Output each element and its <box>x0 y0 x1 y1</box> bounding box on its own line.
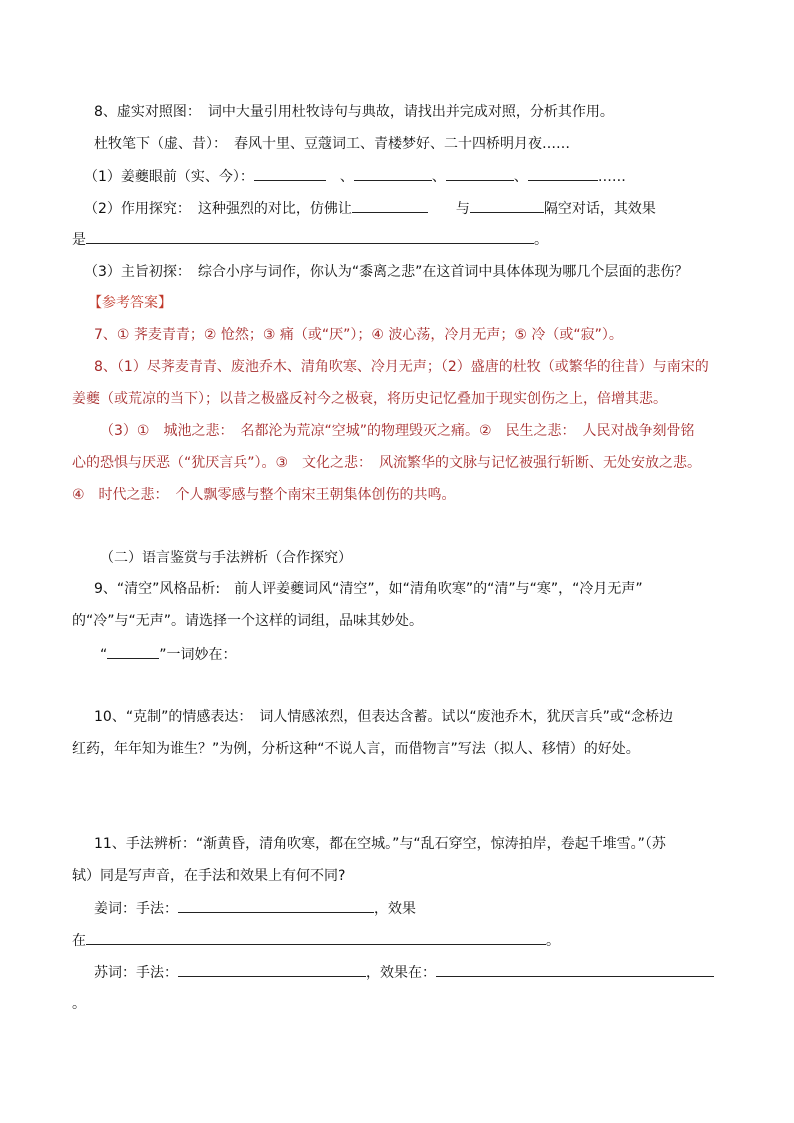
q8-title: 8、虚实对照图： 词中大量引用杜牧诗句与典故，请找出并完成对照，分析其作用。 <box>94 104 614 120</box>
su-label: 苏词：手法： <box>94 965 178 981</box>
answer-blank[interactable] <box>86 229 534 244</box>
answer-8-line3: （3）① 城池之悲： 名都沦为荒凉“空城”的物理毁灭之痛。② 民生之悲： 人民对战争刻骨铭 <box>100 423 695 439</box>
q8-part1-label: （1）姜夔眼前（实、今）： <box>84 169 254 185</box>
ellipsis: …… <box>597 169 626 185</box>
answer-blank[interactable] <box>178 962 366 977</box>
q9-line2: 的“冷”与“无声”。请选择一个这样的词组，品味其妙处。 <box>72 613 424 629</box>
quote-open: “ <box>100 647 108 663</box>
section2-title: （二）语言鉴赏与手法辨析（合作探究） <box>100 550 352 566</box>
q8-dumu-line: 杜牧笔下（虚、昔）： 春风十里、豆蔻词工、青楼梦好、二十四桥明月夜…… <box>94 136 570 152</box>
answer-blank[interactable] <box>436 962 714 977</box>
answer-blank[interactable] <box>254 166 326 181</box>
q8-part2-label: （2）作用探究： 这种强烈的对比，仿佛让 <box>84 201 352 217</box>
answer-8-line2: 姜夔（或荒凉的当下）；以昔之极盛反衬今之极衰，将历史记忆叠加于现实创伤之上，倍增其悲。 <box>72 391 667 407</box>
q8-part2-line2 <box>72 229 548 250</box>
separator: 、 <box>339 169 354 185</box>
answer-8-line1: 8、（1）尽荠麦青青、废池乔木、清角吹寒、冷月无声；（2）盛唐的杜牧（或繁华的往昔）与南宋的 <box>94 359 709 375</box>
connector: 与 <box>455 201 470 217</box>
jiang-label: 姜词：手法： <box>94 901 178 917</box>
separator: 、 <box>431 169 446 185</box>
answer-7: 7、① 荠麦青青；② 怆然；③ 痛（或“厌”）；④ 波心荡，冷月无声；⑤ 冷（或“寂”）。 <box>94 327 623 343</box>
answer-blank[interactable] <box>86 930 546 945</box>
q9-line1: 9、“清空”风格品析: 前人评姜夔词风“清空”，如“清角吹寒”的“清”与“寒”，“冷月无声” <box>94 581 643 597</box>
separator: 、 <box>513 169 528 185</box>
q11-su-end: 。 <box>72 996 86 1012</box>
answer-blank[interactable] <box>107 644 159 659</box>
answer-blank[interactable] <box>470 198 544 213</box>
q11-su <box>94 962 714 983</box>
q11-jiang-line2 <box>72 930 560 951</box>
q11-line1: 11、手法辨析：“渐黄昏，清角吹寒，都在空城。”与“乱石穿空，惊涛拍岸，卷起千堆雪。”（苏 <box>94 836 666 852</box>
q9-fill <box>100 644 237 665</box>
text: 。 <box>546 933 560 949</box>
answer-blank[interactable] <box>352 198 428 213</box>
su-effect-label: ，效果在： <box>366 965 436 981</box>
text: 。 <box>534 232 548 248</box>
q10-line2: 红药，年年知为谁生？”为例，分析这种“不说人言，而借物言”写法（拟人、移情）的好处。 <box>72 741 640 757</box>
q11-line2: 轼）同是写声音，在手法和效果上有何不同? <box>72 868 346 884</box>
q8-part3: （3）主旨初探： 综合小序与词作，你认为“黍离之悲”在这首词中具体体现为哪几个层面的悲伤？ <box>84 264 689 280</box>
answer-8-line5: ④ 时代之悲： 个人飘零感与整个南宋王朝集体创伤的共鸣。 <box>72 487 456 503</box>
q10-line1: 10、“克制”的情感表达： 词人情感浓烈，但表达含蓄。试以“废池乔木，犹厌言兵”或“念桥边 <box>94 709 674 725</box>
answer-blank[interactable] <box>446 166 514 181</box>
q8-part2-end: 隔空对话，其效果 <box>543 201 656 217</box>
q9-fill-suffix: ”一词妙在： <box>159 647 237 663</box>
answer-heading: 【参考答案】 <box>88 295 172 311</box>
q8-part2 <box>84 198 656 219</box>
answer-blank[interactable] <box>354 166 432 181</box>
text: 在 <box>72 933 86 949</box>
answer-blank[interactable] <box>178 898 374 913</box>
text: 是 <box>72 232 86 248</box>
answer-blank[interactable] <box>528 166 598 181</box>
answer-8-line4: 心的恐惧与厌恶（“犹厌言兵”）。③ 文化之悲： 风流繁华的文脉与记忆被强行斩断、无处安放之悲。 <box>72 455 702 471</box>
jiang-effect-label: ，效果 <box>374 901 416 917</box>
q11-jiang <box>94 898 416 919</box>
q8-part1 <box>84 166 626 187</box>
